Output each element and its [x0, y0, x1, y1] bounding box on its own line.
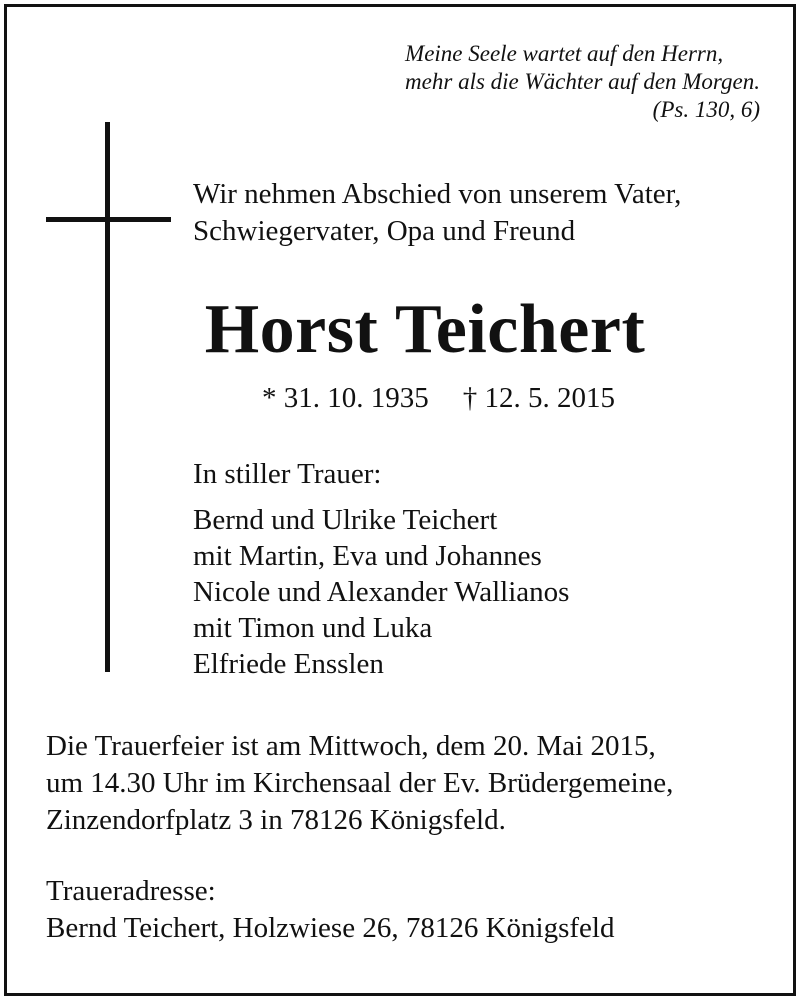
- intro-line-1: Wir nehmen Abschied von unserem Vater,: [193, 178, 682, 210]
- death-date: † 12. 5. 2015: [462, 382, 615, 414]
- bible-verse: [405, 40, 760, 124]
- verse-line-1: Meine Seele wartet auf den Herrn,: [405, 41, 724, 66]
- mourning-address: [46, 873, 614, 947]
- mourner-line: Bernd und Ulrike Teichert: [193, 504, 498, 536]
- intro-line-2: Schwiegervater, Opa und Freund: [193, 215, 576, 247]
- farewell-intro: [193, 176, 681, 250]
- verse-reference: (Ps. 130, 6): [652, 97, 760, 122]
- cross-icon: [105, 122, 110, 672]
- birth-date: * 31. 10. 1935: [262, 382, 429, 414]
- funeral-line: um 14.30 Uhr im Kirchensaal der Ev. Brüdergemeine,: [46, 767, 674, 799]
- address-line: Bernd Teichert, Holzwiese 26, 78126 Königsfeld: [46, 912, 615, 944]
- address-heading: Traueradresse:: [46, 875, 216, 907]
- cross-icon-bar: [46, 217, 171, 222]
- funeral-info: [46, 728, 673, 839]
- mourner-line: mit Timon und Luka: [193, 612, 433, 644]
- life-dates: [262, 380, 615, 416]
- mourner-line: Elfriede Ensslen: [193, 648, 384, 680]
- deceased-name: Horst Teichert: [204, 291, 646, 368]
- verse-line-2: mehr als die Wächter auf den Morgen.: [405, 69, 760, 94]
- funeral-line: Zinzendorfplatz 3 in 78126 Königsfeld.: [46, 804, 506, 836]
- mourner-line: Nicole und Alexander Wallianos: [193, 576, 570, 608]
- mourners-list: [193, 456, 569, 682]
- mourner-line: mit Martin, Eva und Johannes: [193, 540, 542, 572]
- mourners-heading: In stiller Trauer:: [193, 458, 382, 490]
- funeral-line: Die Trauerfeier ist am Mittwoch, dem 20. Mai 2015,: [46, 730, 656, 762]
